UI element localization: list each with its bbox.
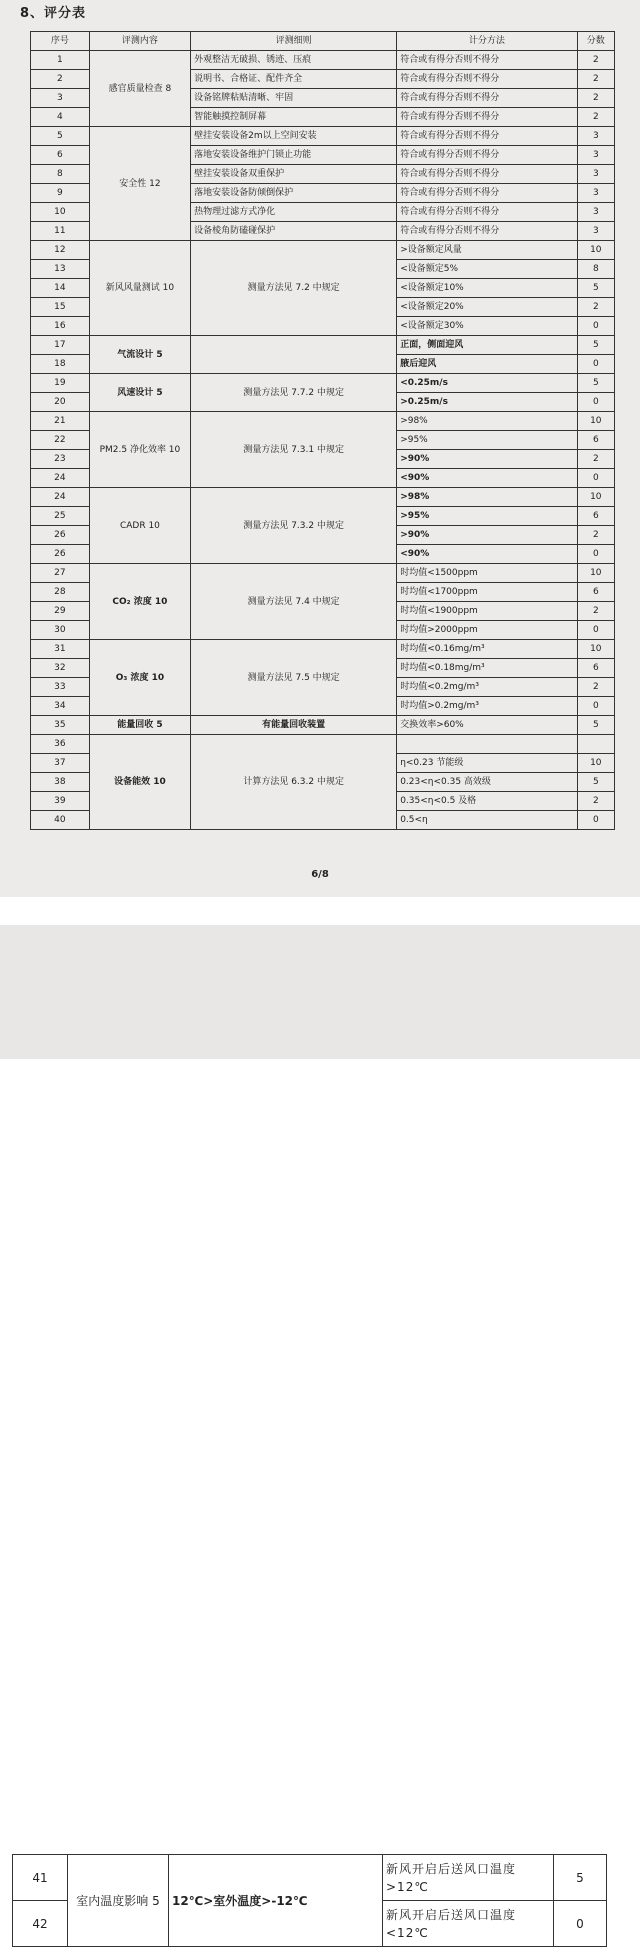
row-number: 5: [31, 127, 90, 146]
score-cell: 0: [577, 469, 614, 488]
row-number: 28: [31, 583, 90, 602]
score-cell: 0: [577, 697, 614, 716]
row-number: 17: [31, 336, 90, 355]
score-cell: 0: [577, 621, 614, 640]
method-cell: 符合或有得分否则不得分: [397, 165, 577, 184]
score-cell: 2: [577, 89, 614, 108]
detail-cell: 落地安装设备防倾倒保护: [191, 184, 397, 203]
method-cell: <90%: [397, 469, 577, 488]
row-number: 39: [31, 792, 90, 811]
method-cell: <设备额定10%: [397, 279, 577, 298]
detail-cell: 测量方法见 7.4 中规定: [191, 564, 397, 640]
row-number: 32: [31, 659, 90, 678]
method-cell: 符合或有得分否则不得分: [397, 222, 577, 241]
score-cell: 2: [577, 51, 614, 70]
row-number: 25: [31, 507, 90, 526]
row-number: 42: [13, 1901, 68, 1947]
row-number: 4: [31, 108, 90, 127]
row-number: 31: [31, 640, 90, 659]
row-number: 29: [31, 602, 90, 621]
table-row: [31, 127, 615, 146]
method-cell: 符合或有得分否则不得分: [397, 127, 577, 146]
method-cell: 符合或有得分否则不得分: [397, 51, 577, 70]
row-number: 24: [31, 469, 90, 488]
section-heading: 8、评分表: [20, 6, 87, 21]
table-row: [31, 241, 615, 260]
content-cell: CO₂ 浓度 10: [89, 564, 190, 640]
row-number: 10: [31, 203, 90, 222]
row-number: 35: [31, 716, 90, 735]
method-cell: [397, 735, 577, 754]
score-cell: 2: [577, 602, 614, 621]
score-cell: 10: [577, 241, 614, 260]
row-number: 8: [31, 165, 90, 184]
detail-cell: 测量方法见 7.3.2 中规定: [191, 488, 397, 564]
header-cell: 分数: [577, 32, 614, 51]
detail-cell: 有能量回收装置: [191, 716, 397, 735]
score-cell: 10: [577, 564, 614, 583]
content-cell: O₃ 浓度 10: [89, 640, 190, 716]
page-gap: [0, 897, 640, 925]
method-cell: 时均值<0.2mg/m³: [397, 678, 577, 697]
content-cell: CADR 10: [89, 488, 190, 564]
row-number: 40: [31, 811, 90, 830]
header-cell: 序号: [31, 32, 90, 51]
row-number: 38: [31, 773, 90, 792]
score-cell: 6: [577, 431, 614, 450]
table-row: [31, 735, 615, 754]
row-number: 1: [31, 51, 90, 70]
scan-page-1: [0, 0, 640, 897]
row-number: 23: [31, 450, 90, 469]
score-cell: 5: [554, 1855, 607, 1901]
detail-cell: [191, 336, 397, 374]
score-cell: 3: [577, 127, 614, 146]
page-number: 6/8: [311, 869, 329, 880]
method-cell: 0.23<η<0.35 高效级: [397, 773, 577, 792]
content-cell: 气流设计 5: [89, 336, 190, 374]
scan-page-2: [0, 925, 640, 1940]
detail-cell: 测量方法见 7.2 中规定: [191, 241, 397, 336]
method-cell: η<0.23 节能级: [397, 754, 577, 773]
method-cell: >95%: [397, 507, 577, 526]
row-number: 12: [31, 241, 90, 260]
score-cell: 3: [577, 146, 614, 165]
detail-cell: 热物理过滤方式净化: [191, 203, 397, 222]
score-cell: 3: [577, 203, 614, 222]
score-cell: 5: [577, 336, 614, 355]
detail-cell: 说明书、合格证、配件齐全: [191, 70, 397, 89]
row-number: 27: [31, 564, 90, 583]
row-number: 13: [31, 260, 90, 279]
method-cell: <设备额定5%: [397, 260, 577, 279]
score-cell: 5: [577, 773, 614, 792]
row-number: 30: [31, 621, 90, 640]
score-cell: 2: [577, 450, 614, 469]
table-row: [31, 564, 615, 583]
detail-cell: 设备铭牌粘贴清晰、牢固: [191, 89, 397, 108]
row-number: 14: [31, 279, 90, 298]
row-number: 36: [31, 735, 90, 754]
score-cell: 10: [577, 488, 614, 507]
method-cell: >95%: [397, 431, 577, 450]
method-cell: 符合或有得分否则不得分: [397, 146, 577, 165]
table-row: [31, 488, 615, 507]
method-cell: 符合或有得分否则不得分: [397, 108, 577, 127]
score-table: [30, 31, 615, 830]
score-cell: 10: [577, 640, 614, 659]
method-cell: <0.25m/s: [397, 374, 577, 393]
method-cell: 符合或有得分否则不得分: [397, 89, 577, 108]
row-number: 41: [13, 1855, 68, 1901]
content-cell: 安全性 12: [89, 127, 190, 241]
score-cell: 6: [577, 659, 614, 678]
score-cell: 8: [577, 260, 614, 279]
detail-cell: 落地安装设备维护门锁止功能: [191, 146, 397, 165]
row-number: 16: [31, 317, 90, 336]
score-cell: 10: [577, 412, 614, 431]
detail-cell: 测量方法见 7.5 中规定: [191, 640, 397, 716]
row-number: 33: [31, 678, 90, 697]
score-cell: 0: [577, 355, 614, 374]
content-cell: 室内温度影响 5: [68, 1855, 169, 1947]
row-number: 11: [31, 222, 90, 241]
header-cell: 评测内容: [89, 32, 190, 51]
method-cell: <设备额定30%: [397, 317, 577, 336]
row-number: 20: [31, 393, 90, 412]
detail-cell: 智能触摸控制屏幕: [191, 108, 397, 127]
method-cell: 腋后迎风: [397, 355, 577, 374]
method-cell: 时均值<1700ppm: [397, 583, 577, 602]
detail-cell: 壁挂安装设备双重保护: [191, 165, 397, 184]
row-number: 15: [31, 298, 90, 317]
row-number: 19: [31, 374, 90, 393]
row-number: 21: [31, 412, 90, 431]
method-cell: >0.25m/s: [397, 393, 577, 412]
header-cell: 计分方法: [397, 32, 577, 51]
method-cell: 0.35<η<0.5 及格: [397, 792, 577, 811]
table-row: [31, 374, 615, 393]
method-cell: 0.5<η: [397, 811, 577, 830]
score-cell: 0: [577, 545, 614, 564]
detail-cell: 测量方法见 7.3.1 中规定: [191, 412, 397, 488]
score-cell: 5: [577, 279, 614, 298]
method-cell: <90%: [397, 545, 577, 564]
method-cell: 时均值<1500ppm: [397, 564, 577, 583]
score-cell: 0: [554, 1901, 607, 1947]
score-cell: 0: [577, 393, 614, 412]
table-row: [31, 640, 615, 659]
header-cell: 评测细则: [191, 32, 397, 51]
method-cell: 时均值<0.16mg/m³: [397, 640, 577, 659]
score-cell: 2: [577, 792, 614, 811]
score-cell: 0: [577, 317, 614, 336]
method-cell: >90%: [397, 526, 577, 545]
row-number: 34: [31, 697, 90, 716]
content-cell: 感官质量检查 8: [89, 51, 190, 127]
method-cell: 时均值>0.2mg/m³: [397, 697, 577, 716]
content-cell: 风速设计 5: [89, 374, 190, 412]
table-row: [13, 1855, 607, 1901]
method-cell: 时均值<1900ppm: [397, 602, 577, 621]
row-number: 6: [31, 146, 90, 165]
score-cell: 2: [577, 70, 614, 89]
row-number: 26: [31, 526, 90, 545]
method-cell: >98%: [397, 488, 577, 507]
detail-cell: 外观整洁无破损、锈迹、压痕: [191, 51, 397, 70]
content-cell: PM2.5 净化效率 10: [89, 412, 190, 488]
detail-cell: 12℃>室外温度>-12℃: [169, 1855, 383, 1947]
score-cell: 3: [577, 165, 614, 184]
method-cell: 新风开启后送风口温度>12℃: [383, 1855, 554, 1901]
row-number: 2: [31, 70, 90, 89]
row-number: 22: [31, 431, 90, 450]
score-cell: 0: [577, 811, 614, 830]
method-cell: 新风开启后送风口温度<12℃: [383, 1901, 554, 1947]
table-row: [31, 716, 615, 735]
table-row: [31, 336, 615, 355]
detail-cell: 设备棱角防磕碰保护: [191, 222, 397, 241]
score-cell: [577, 735, 614, 754]
method-cell: >设备额定风量: [397, 241, 577, 260]
content-cell: 新风风量测试 10: [89, 241, 190, 336]
table-row: [31, 51, 615, 70]
row-number: 26: [31, 545, 90, 564]
score-cell: 5: [577, 374, 614, 393]
table-header-row: [31, 32, 615, 51]
score-cell: 6: [577, 507, 614, 526]
content-cell: 设备能效 10: [89, 735, 190, 830]
score-cell: 2: [577, 298, 614, 317]
method-cell: 时均值<0.18mg/m³: [397, 659, 577, 678]
method-cell: 正面，侧面迎风: [397, 336, 577, 355]
table-row: [31, 412, 615, 431]
score-cell: 2: [577, 108, 614, 127]
score-cell: 3: [577, 184, 614, 203]
detail-cell: 计算方法见 6.3.2 中规定: [191, 735, 397, 830]
score-table-continued: [12, 1854, 607, 1947]
row-number: 37: [31, 754, 90, 773]
detail-cell: 壁挂安装设备2m以上空间安装: [191, 127, 397, 146]
method-cell: 符合或有得分否则不得分: [397, 70, 577, 89]
method-cell: 符合或有得分否则不得分: [397, 184, 577, 203]
score-cell: 3: [577, 222, 614, 241]
detail-cell: 测量方法见 7.7.2 中规定: [191, 374, 397, 412]
method-cell: <设备额定20%: [397, 298, 577, 317]
row-number: 9: [31, 184, 90, 203]
score-cell: 2: [577, 526, 614, 545]
score-cell: 6: [577, 583, 614, 602]
method-cell: >98%: [397, 412, 577, 431]
method-cell: 时均值>2000ppm: [397, 621, 577, 640]
row-number: 3: [31, 89, 90, 108]
content-cell: 能量回收 5: [89, 716, 190, 735]
score-cell: 2: [577, 678, 614, 697]
method-cell: >90%: [397, 450, 577, 469]
row-number: 18: [31, 355, 90, 374]
row-number: 24: [31, 488, 90, 507]
method-cell: 交换效率>60%: [397, 716, 577, 735]
score-cell: 5: [577, 716, 614, 735]
score-cell: 10: [577, 754, 614, 773]
method-cell: 符合或有得分否则不得分: [397, 203, 577, 222]
